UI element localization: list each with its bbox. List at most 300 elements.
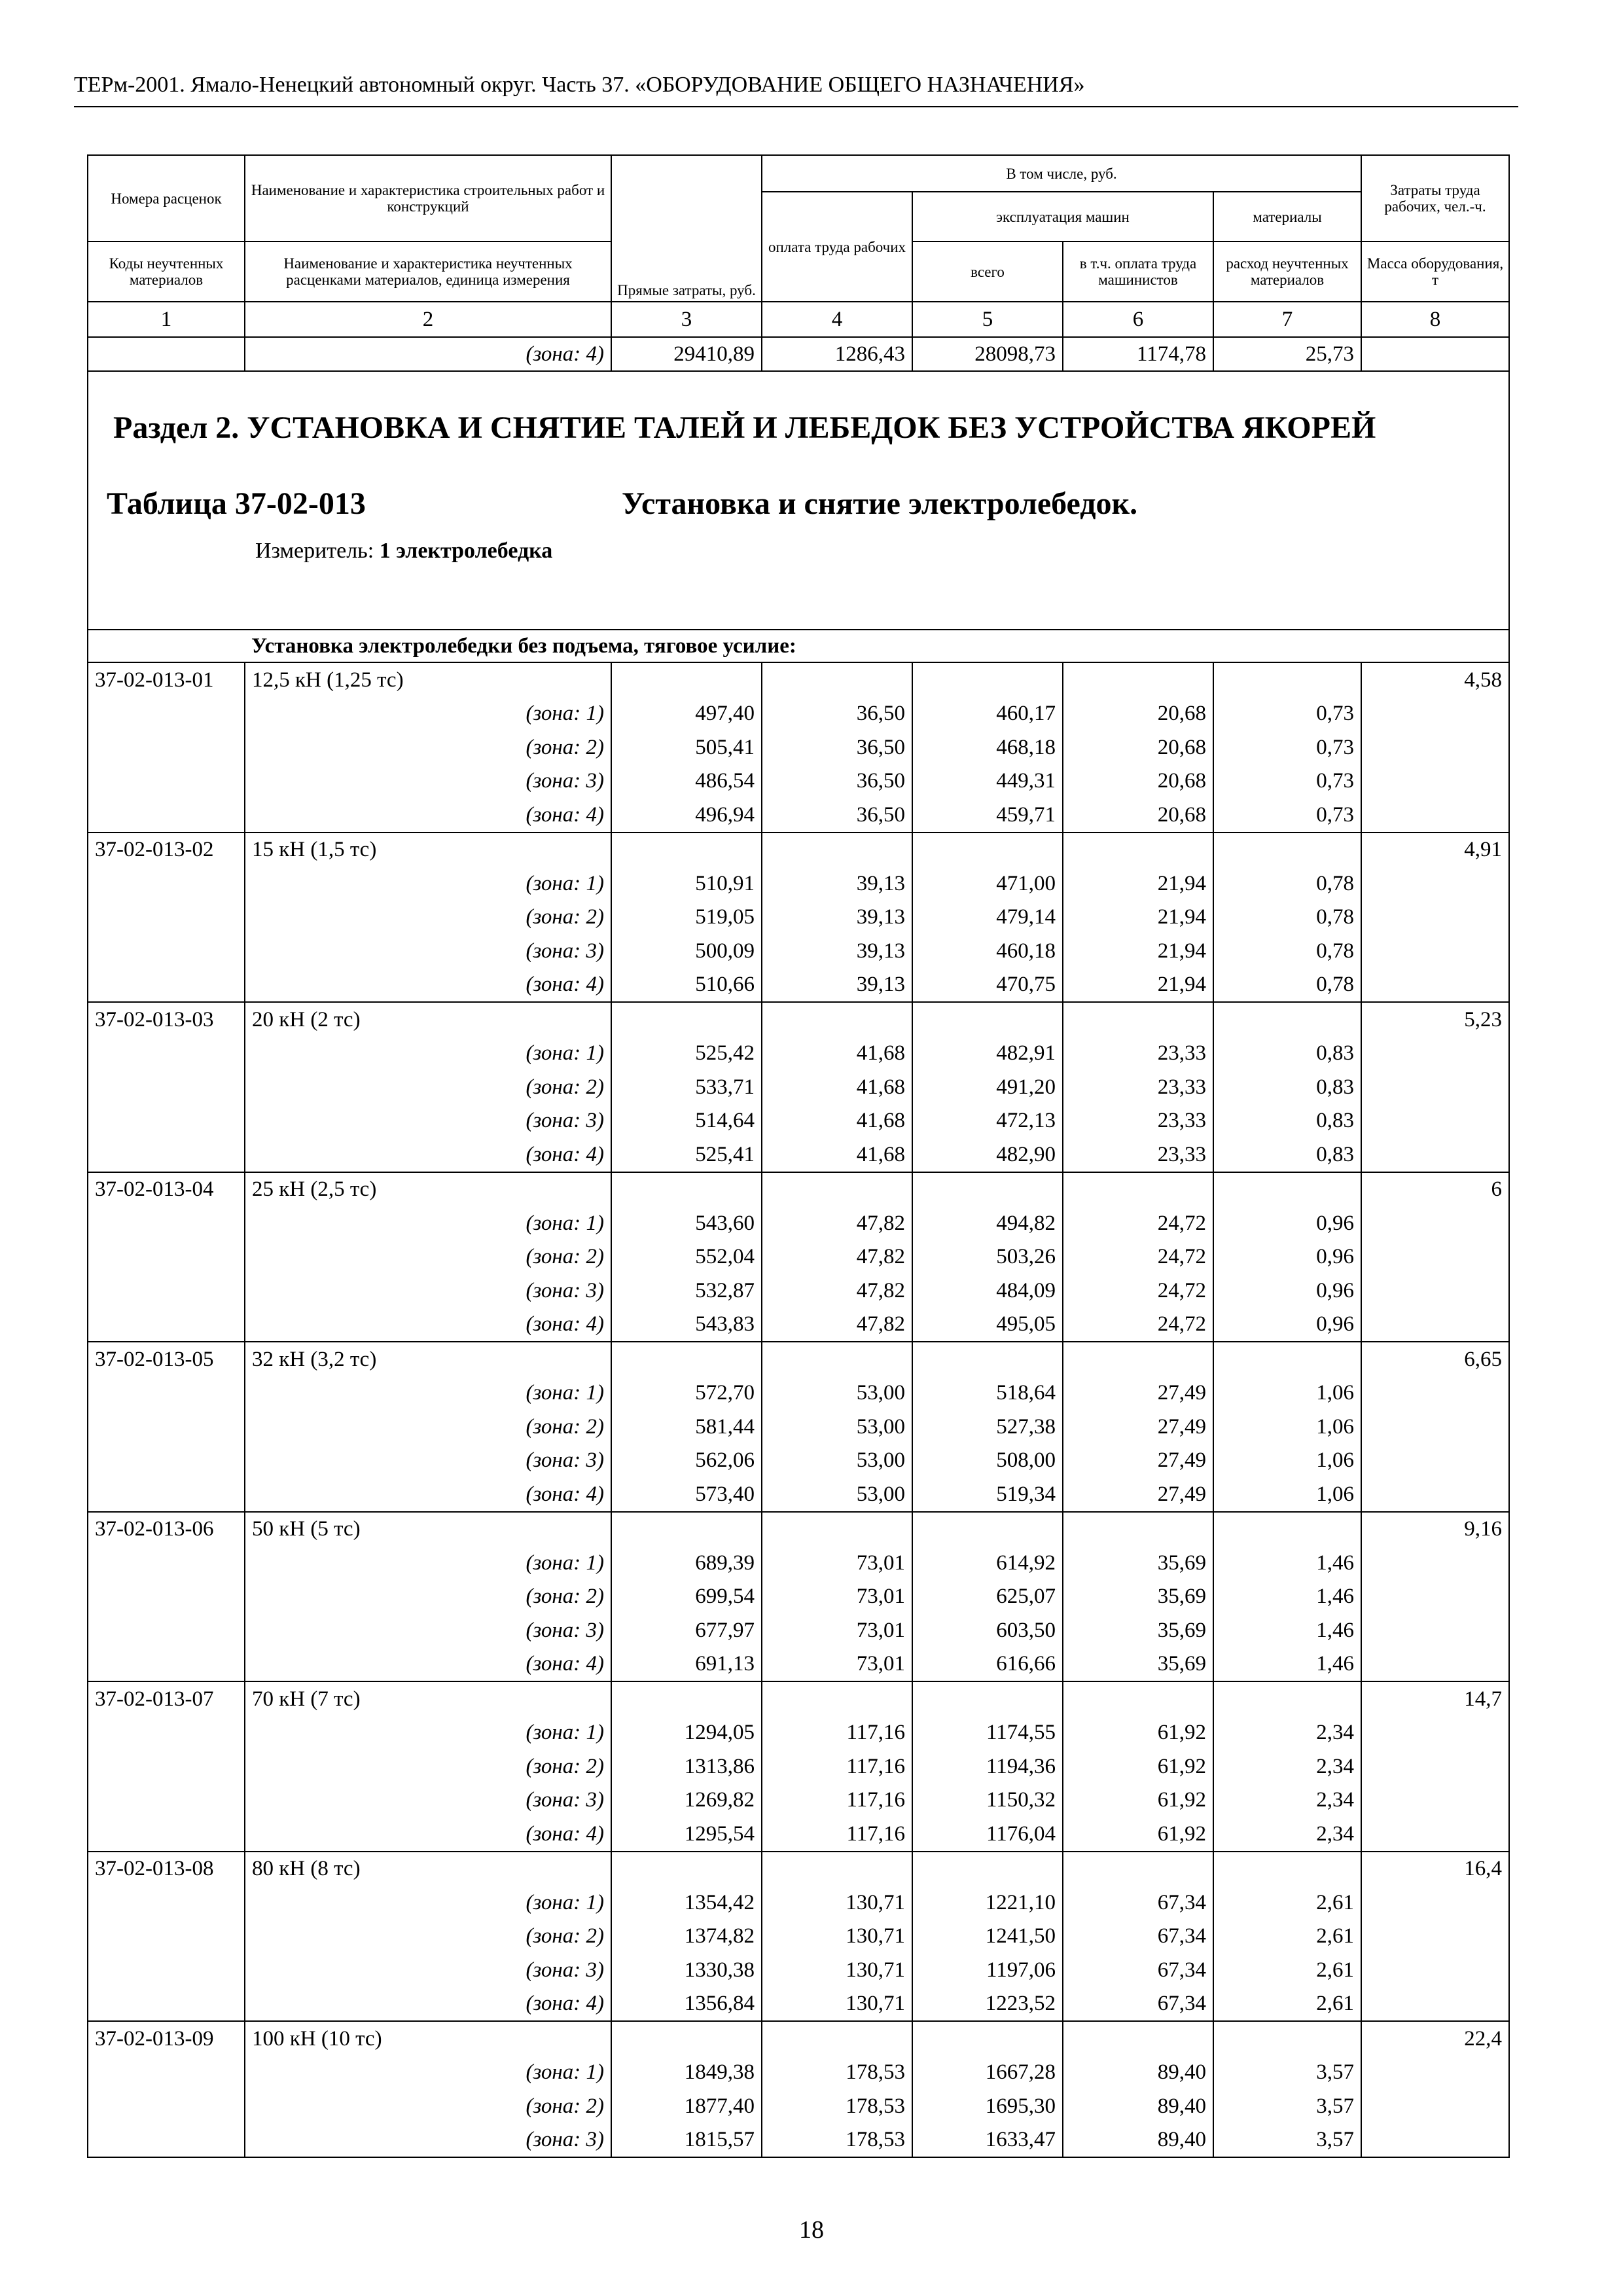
empty-cell	[1361, 2089, 1509, 2123]
zone-label: (зона: 3)	[245, 2123, 611, 2158]
empty-cell	[88, 1104, 245, 1138]
direct-cost: 562,06	[611, 1444, 762, 1478]
machines-total: 491,20	[912, 1070, 1063, 1104]
machines-total: 449,31	[912, 764, 1063, 798]
rate-name: 12,5 кН (1,25 тс)	[245, 662, 611, 697]
operator-pay: 24,72	[1063, 1308, 1213, 1342]
zone-label: (зона: 3)	[245, 764, 611, 798]
direct-cost: 496,94	[611, 798, 762, 833]
operator-pay: 67,34	[1063, 1886, 1213, 1920]
materials-cost: 0,73	[1213, 798, 1361, 833]
labor-pay: 36,50	[762, 697, 912, 731]
labor-pay: 117,16	[762, 1817, 912, 1852]
zone-row	[88, 1104, 1509, 1138]
col5-header: всего	[912, 242, 1063, 302]
machines-total: 484,09	[912, 1274, 1063, 1308]
machines-total: 1241,50	[912, 1920, 1063, 1954]
zone-row	[88, 1784, 1509, 1818]
empty-cell	[1361, 1206, 1509, 1240]
labor-pay: 73,01	[762, 1647, 912, 1682]
col2-bottom-header: Наименование и характеристика неучтенных расценками материалов, единица измерения	[245, 242, 611, 302]
operator-pay: 89,40	[1063, 2123, 1213, 2158]
empty-cell	[1361, 730, 1509, 764]
rate-name: 20 кН (2 тс)	[245, 1002, 611, 1037]
materials-cost: 3,57	[1213, 2089, 1361, 2123]
empty-cell	[912, 662, 1063, 697]
machines-total: 1221,10	[912, 1886, 1063, 1920]
zone-row	[88, 1376, 1509, 1410]
empty-cell	[611, 2021, 762, 2056]
materials-cost: 0,83	[1213, 1138, 1361, 1172]
rate-name: 25 кН (2,5 тс)	[245, 1172, 611, 1207]
empty-cell	[762, 1342, 912, 1376]
labor-pay: 53,00	[762, 1410, 912, 1444]
col8-top-header: Затраты труда рабочих, чел.-ч.	[1361, 155, 1509, 242]
operator-pay: 89,40	[1063, 2089, 1213, 2123]
empty-cell	[762, 1512, 912, 1547]
operator-pay: 27,49	[1063, 1444, 1213, 1478]
labor-pay: 36,50	[762, 764, 912, 798]
labor-pay: 73,01	[762, 1613, 912, 1647]
machines-total: 527,38	[912, 1410, 1063, 1444]
materials-cost: 0,83	[1213, 1070, 1361, 1104]
empty-cell	[611, 662, 762, 697]
empty-cell	[912, 1852, 1063, 1886]
zone-row	[88, 764, 1509, 798]
empty-cell	[912, 2021, 1063, 2056]
carryover-materials: 25,73	[1213, 337, 1361, 371]
empty-cell	[762, 1172, 912, 1207]
empty-cell	[1361, 1376, 1509, 1410]
zone-label: (зона: 3)	[245, 1444, 611, 1478]
zone-label: (зона: 3)	[245, 1953, 611, 1987]
labor-cost: 9,16	[1361, 1512, 1509, 1547]
rate-code: 37-02-013-05	[88, 1342, 245, 1376]
section-title: Раздел 2. УСТАНОВКА И СНЯТИЕ ТАЛЕЙ И ЛЕБЕДОК БЕЗ УСТРОЙСТВА ЯКОРЕЙ	[113, 410, 1376, 445]
direct-cost: 1295,54	[611, 1817, 762, 1852]
labor-cost: 4,58	[1361, 662, 1509, 697]
zone-row	[88, 1477, 1509, 1512]
direct-cost: 1294,05	[611, 1716, 762, 1750]
carryover-labor-pay: 1286,43	[762, 337, 912, 371]
empty-cell	[1213, 1512, 1361, 1547]
empty-cell	[88, 1477, 245, 1512]
empty-cell	[1361, 1987, 1509, 2022]
group-title: Установка электролебедки без подъема, тяговое усилие:	[245, 630, 1509, 662]
materials-cost: 0,78	[1213, 901, 1361, 935]
empty-cell	[1213, 2021, 1361, 2056]
operator-pay: 20,68	[1063, 697, 1213, 731]
direct-cost: 497,40	[611, 697, 762, 731]
empty-cell	[1361, 2123, 1509, 2158]
zone-row	[88, 867, 1509, 901]
direct-cost: 691,13	[611, 1647, 762, 1682]
direct-cost: 1815,57	[611, 2123, 762, 2158]
empty-cell	[1361, 1546, 1509, 1580]
operator-pay: 67,34	[1063, 1920, 1213, 1954]
labor-pay: 36,50	[762, 798, 912, 833]
materials-cost: 2,34	[1213, 1716, 1361, 1750]
direct-cost: 514,64	[611, 1104, 762, 1138]
column-number: 7	[1213, 302, 1361, 337]
labor-pay: 53,00	[762, 1477, 912, 1512]
carryover-direct-cost: 29410,89	[611, 337, 762, 371]
machines-total: 616,66	[912, 1647, 1063, 1682]
zone-row	[88, 1037, 1509, 1071]
labor-pay: 130,71	[762, 1987, 912, 2022]
rate-name: 70 кН (7 тс)	[245, 1681, 611, 1716]
column-number: 3	[611, 302, 762, 337]
direct-cost: 505,41	[611, 730, 762, 764]
labor-pay: 47,82	[762, 1308, 912, 1342]
rate-code: 37-02-013-07	[88, 1681, 245, 1716]
machines-total: 1174,55	[912, 1716, 1063, 1750]
machines-total: 503,26	[912, 1240, 1063, 1274]
zone-row	[88, 1613, 1509, 1647]
rate-code: 37-02-013-03	[88, 1002, 245, 1037]
operator-pay: 24,72	[1063, 1274, 1213, 1308]
operator-pay: 24,72	[1063, 1240, 1213, 1274]
zone-row	[88, 1647, 1509, 1682]
operator-pay: 20,68	[1063, 798, 1213, 833]
rate-name: 50 кН (5 тс)	[245, 1512, 611, 1547]
operator-pay: 21,94	[1063, 867, 1213, 901]
empty-cell	[1361, 1647, 1509, 1682]
materials-cost: 0,96	[1213, 1274, 1361, 1308]
zone-label: (зона: 2)	[245, 730, 611, 764]
zone-label: (зона: 2)	[245, 1240, 611, 1274]
empty-cell	[1213, 1681, 1361, 1716]
zone-row	[88, 1920, 1509, 1954]
empty-cell	[1063, 833, 1213, 867]
machines-total: 1223,52	[912, 1987, 1063, 2022]
labor-pay: 39,13	[762, 867, 912, 901]
empty-cell	[1361, 1784, 1509, 1818]
col1-bottom-header: Коды неучтенных материалов	[88, 242, 245, 302]
empty-cell	[88, 1308, 245, 1342]
col8-bottom-header: Масса оборудования, т	[1361, 242, 1509, 302]
zone-row	[88, 1070, 1509, 1104]
materials-cost: 2,34	[1213, 1749, 1361, 1784]
empty-cell	[762, 1681, 912, 1716]
rate-code: 37-02-013-09	[88, 2021, 245, 2056]
operator-pay: 21,94	[1063, 968, 1213, 1003]
empty-cell	[1361, 1953, 1509, 1987]
labor-pay: 130,71	[762, 1920, 912, 1954]
carryover-machines-total: 28098,73	[912, 337, 1063, 371]
empty-cell	[912, 833, 1063, 867]
operator-pay: 24,72	[1063, 1206, 1213, 1240]
empty-cell	[88, 697, 245, 731]
zone-row	[88, 1308, 1509, 1342]
direct-cost: 1374,82	[611, 1920, 762, 1954]
zone-row	[88, 1444, 1509, 1478]
zone-label: (зона: 3)	[245, 1274, 611, 1308]
zone-label: (зона: 2)	[245, 1580, 611, 1614]
labor-cost: 6,65	[1361, 1342, 1509, 1376]
direct-cost: 1354,42	[611, 1886, 762, 1920]
zone-label: (зона: 4)	[245, 1138, 611, 1172]
zone-row	[88, 697, 1509, 731]
machines-total: 460,17	[912, 697, 1063, 731]
empty-cell	[1361, 697, 1509, 731]
machines-total: 603,50	[912, 1613, 1063, 1647]
direct-cost: 519,05	[611, 901, 762, 935]
direct-cost: 525,42	[611, 1037, 762, 1071]
labor-pay: 73,01	[762, 1580, 912, 1614]
empty-cell	[1361, 968, 1509, 1003]
zone-row	[88, 2089, 1509, 2123]
group-header: В том числе, руб.	[762, 155, 1361, 192]
column-number: 1	[88, 302, 245, 337]
machines-total: 479,14	[912, 901, 1063, 935]
price-table	[87, 154, 1510, 2158]
empty-cell	[762, 833, 912, 867]
col3-header: Прямые затраты, руб.	[611, 155, 762, 302]
rate-item-row	[88, 1852, 1509, 1886]
operator-pay: 21,94	[1063, 934, 1213, 968]
direct-cost: 573,40	[611, 1477, 762, 1512]
operator-pay: 23,33	[1063, 1104, 1213, 1138]
empty-cell	[1361, 798, 1509, 833]
labor-cost: 22,4	[1361, 2021, 1509, 2056]
empty-cell	[1361, 1138, 1509, 1172]
machines-total: 495,05	[912, 1308, 1063, 1342]
empty-cell	[1361, 1410, 1509, 1444]
zone-label: (зона: 3)	[245, 1784, 611, 1818]
zone-label: (зона: 2)	[245, 901, 611, 935]
labor-pay: 53,00	[762, 1376, 912, 1410]
zone-row	[88, 1546, 1509, 1580]
zone-label: (зона: 1)	[245, 1376, 611, 1410]
empty-cell	[1361, 1716, 1509, 1750]
materials-cost: 2,61	[1213, 1987, 1361, 2022]
empty-cell	[1361, 1104, 1509, 1138]
empty-cell	[1361, 1444, 1509, 1478]
page-number: 18	[799, 2216, 824, 2244]
labor-pay: 47,82	[762, 1240, 912, 1274]
empty-cell	[1063, 1512, 1213, 1547]
empty-cell	[1361, 1274, 1509, 1308]
empty-cell	[88, 1749, 245, 1784]
labor-cost: 5,23	[1361, 1002, 1509, 1037]
operator-pay: 21,94	[1063, 901, 1213, 935]
labor-pay: 117,16	[762, 1749, 912, 1784]
direct-cost: 543,83	[611, 1308, 762, 1342]
labor-pay: 41,68	[762, 1070, 912, 1104]
direct-cost: 699,54	[611, 1580, 762, 1614]
empty-cell	[1361, 1749, 1509, 1784]
carryover-operator-pay: 1174,78	[1063, 337, 1213, 371]
zone-label: (зона: 1)	[245, 1886, 611, 1920]
empty-cell	[88, 1274, 245, 1308]
labor-pay: 53,00	[762, 1444, 912, 1478]
empty-cell	[912, 1681, 1063, 1716]
empty-cell	[1361, 1920, 1509, 1954]
materials-cost: 1,06	[1213, 1477, 1361, 1512]
operator-pay: 27,49	[1063, 1376, 1213, 1410]
zone-label: (зона: 4)	[245, 1477, 611, 1512]
machines-total: 494,82	[912, 1206, 1063, 1240]
rate-item-row	[88, 2021, 1509, 2056]
column-number: 4	[762, 302, 912, 337]
direct-cost: 572,70	[611, 1376, 762, 1410]
empty-cell	[611, 833, 762, 867]
zone-row	[88, 798, 1509, 833]
operator-pay: 35,69	[1063, 1580, 1213, 1614]
materials-cost: 0,96	[1213, 1206, 1361, 1240]
zone-row	[88, 1410, 1509, 1444]
empty-cell	[1361, 867, 1509, 901]
rate-code: 37-02-013-06	[88, 1512, 245, 1547]
zone-row	[88, 901, 1509, 935]
empty-cell	[1361, 2056, 1509, 2090]
materials-cost: 3,57	[1213, 2056, 1361, 2090]
machines-total: 470,75	[912, 968, 1063, 1003]
materials-cost: 1,06	[1213, 1410, 1361, 1444]
rate-item-row	[88, 1681, 1509, 1716]
machines-total: 471,00	[912, 867, 1063, 901]
direct-cost: 486,54	[611, 764, 762, 798]
labor-pay: 39,13	[762, 901, 912, 935]
machines-total: 459,71	[912, 798, 1063, 833]
empty-cell	[1063, 1172, 1213, 1207]
empty-cell	[912, 1512, 1063, 1547]
rate-code: 37-02-013-04	[88, 1172, 245, 1207]
materials-cost: 0,96	[1213, 1240, 1361, 1274]
direct-cost: 1877,40	[611, 2089, 762, 2123]
running-header: ТЕРм-2001. Ямало-Ненецкий автономный округ. Часть 37. «ОБОРУДОВАНИЕ ОБЩЕГО НАЗНАЧЕНИЯ»	[74, 72, 1518, 107]
measure-label: Измеритель:	[255, 539, 374, 563]
rate-item-row	[88, 662, 1509, 697]
empty-cell	[762, 662, 912, 697]
materials-cost: 2,34	[1213, 1817, 1361, 1852]
rate-name: 15 кН (1,5 тс)	[245, 833, 611, 867]
labor-pay: 130,71	[762, 1953, 912, 1987]
zone-label: (зона: 4)	[245, 798, 611, 833]
column-number: 2	[245, 302, 611, 337]
operator-pay: 23,33	[1063, 1070, 1213, 1104]
zone-row	[88, 968, 1509, 1003]
zone-label: (зона: 4)	[245, 968, 611, 1003]
empty-cell	[912, 1342, 1063, 1376]
direct-cost: 1313,86	[611, 1749, 762, 1784]
empty-cell	[88, 764, 245, 798]
materials-header: материалы	[1213, 192, 1361, 242]
empty-cell	[88, 1953, 245, 1987]
empty-cell	[1361, 1070, 1509, 1104]
materials-cost: 2,61	[1213, 1953, 1361, 1987]
machines-total: 468,18	[912, 730, 1063, 764]
empty-cell	[1213, 1342, 1361, 1376]
empty-cell	[1063, 2021, 1213, 2056]
materials-cost: 0,83	[1213, 1037, 1361, 1071]
labor-pay: 39,13	[762, 968, 912, 1003]
zone-label: (зона: 4)	[245, 1817, 611, 1852]
zone-label: (зона: 1)	[245, 1206, 611, 1240]
empty-cell	[1361, 764, 1509, 798]
machines-total: 1194,36	[912, 1749, 1063, 1784]
zone-label: (зона: 1)	[245, 1546, 611, 1580]
group-title-spacer	[88, 630, 245, 662]
zone-row	[88, 1138, 1509, 1172]
direct-cost: 1269,82	[611, 1784, 762, 1818]
materials-cost: 1,46	[1213, 1613, 1361, 1647]
empty-cell	[1361, 1477, 1509, 1512]
labor-cost: 6	[1361, 1172, 1509, 1207]
empty-cell	[1063, 662, 1213, 697]
direct-cost: 500,09	[611, 934, 762, 968]
operator-pay: 61,92	[1063, 1716, 1213, 1750]
zone-row	[88, 1953, 1509, 1987]
empty-cell	[88, 1070, 245, 1104]
empty-cell	[88, 1138, 245, 1172]
labor-pay: 117,16	[762, 1716, 912, 1750]
operator-pay: 27,49	[1063, 1477, 1213, 1512]
empty-cell	[88, 901, 245, 935]
materials-cost: 3,57	[1213, 2123, 1361, 2158]
col7-header: расход неучтенных материалов	[1213, 242, 1361, 302]
operator-pay: 23,33	[1063, 1138, 1213, 1172]
zone-label: (зона: 1)	[245, 1037, 611, 1071]
zone-label: (зона: 2)	[245, 1920, 611, 1954]
empty-cell	[611, 1342, 762, 1376]
empty-cell	[1213, 1172, 1361, 1207]
zone-row	[88, 1987, 1509, 2022]
empty-cell	[88, 1444, 245, 1478]
operator-pay: 20,68	[1063, 764, 1213, 798]
empty-cell	[88, 1240, 245, 1274]
zone-label: (зона: 1)	[245, 697, 611, 731]
zone-row	[88, 1206, 1509, 1240]
machines-total: 460,18	[912, 934, 1063, 968]
operator-pay: 20,68	[1063, 730, 1213, 764]
empty-cell	[1361, 1308, 1509, 1342]
carryover-code	[88, 337, 245, 371]
empty-cell	[1063, 1852, 1213, 1886]
zone-row	[88, 2056, 1509, 2090]
section-block	[88, 372, 1508, 629]
measure-line	[255, 535, 552, 567]
materials-cost: 1,06	[1213, 1444, 1361, 1478]
empty-cell	[1361, 1580, 1509, 1614]
machines-total: 482,90	[912, 1138, 1063, 1172]
zone-label: (зона: 3)	[245, 1613, 611, 1647]
zone-label: (зона: 2)	[245, 1070, 611, 1104]
zone-row	[88, 1240, 1509, 1274]
operator-pay: 67,34	[1063, 1953, 1213, 1987]
zone-row	[88, 1580, 1509, 1614]
empty-cell	[88, 1580, 245, 1614]
column-number: 6	[1063, 302, 1213, 337]
zone-label: (зона: 1)	[245, 1716, 611, 1750]
zone-label: (зона: 4)	[245, 1647, 611, 1682]
empty-cell	[1361, 1613, 1509, 1647]
operator-pay: 61,92	[1063, 1784, 1213, 1818]
machines-total: 482,91	[912, 1037, 1063, 1071]
empty-cell	[88, 1613, 245, 1647]
machines-total: 1695,30	[912, 2089, 1063, 2123]
operator-pay: 23,33	[1063, 1037, 1213, 1071]
zone-row	[88, 2123, 1509, 2158]
machines-total: 1197,06	[912, 1953, 1063, 1987]
empty-cell	[1213, 662, 1361, 697]
empty-cell	[1361, 1240, 1509, 1274]
labor-cost: 14,7	[1361, 1681, 1509, 1716]
empty-cell	[762, 1852, 912, 1886]
machines-total: 519,34	[912, 1477, 1063, 1512]
rate-name: 80 кН (8 тс)	[245, 1852, 611, 1886]
